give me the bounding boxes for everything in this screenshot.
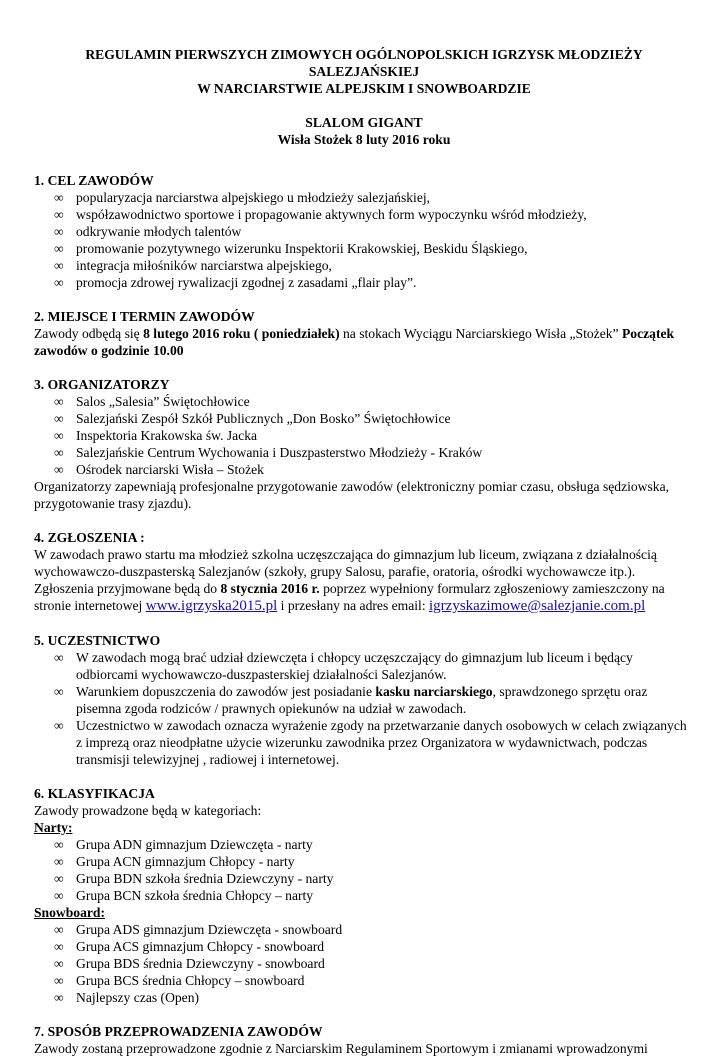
section-5-list	[34, 649, 694, 768]
list-item: ∞ Najlepszy czas (Open)	[54, 990, 200, 1005]
infinity-bullet-icon: ∞	[54, 190, 64, 205]
infinity-bullet-icon: ∞	[54, 394, 64, 409]
section-6-title: 6. KLASYFIKACJA	[34, 786, 155, 801]
section-3-note: Organizatorzy zapewniają profesjonalne przygotowanie zawodów (elektroniczny pomiar czasu, obsługa sędziowska, przygotowanie trasy zjazdu).	[34, 479, 670, 511]
snowboard-list	[34, 921, 694, 1006]
section-6-intro: Zawody prowadzone będą w kategoriach:	[34, 803, 262, 818]
infinity-bullet-icon: ∞	[54, 956, 64, 971]
list-item: ∞ Salos „Salesia” Świętochłowice	[54, 394, 250, 409]
section-4-text-1: W zawodach prawo startu ma młodzież szkolna uczęszczająca do gimnazjum lub liceum, związana z działalnością wychowawczo-duszpasterską Salezjanów (szkoły, grupy Salosu, parafie, oratoria, ośrodki wychowawcze itp.).	[34, 547, 657, 579]
infinity-bullet-icon: ∞	[54, 224, 64, 239]
list-item: ∞ Grupa ACN gimnazjum Chłopcy - narty	[54, 854, 295, 869]
infinity-bullet-icon: ∞	[54, 854, 64, 869]
list-item: ∞ Salezjański Zespół Szkół Publicznych „Don Bosko” Świętochłowice	[54, 411, 451, 426]
list-item: ∞ Grupa ADS gimnazjum Dziewczęta - snowboard	[54, 922, 343, 937]
section-7-title: 7. SPOSÓB PRZEPROWADZENIA ZAWODÓW	[34, 1024, 323, 1039]
infinity-bullet-icon: ∞	[54, 650, 64, 665]
infinity-bullet-icon: ∞	[54, 258, 64, 273]
infinity-bullet-icon: ∞	[54, 973, 64, 988]
infinity-bullet-icon: ∞	[54, 718, 64, 733]
email-link[interactable]: igrzyskazimowe@salezjanie.com.pl	[429, 598, 646, 614]
website-link[interactable]: www.igrzyska2015.pl	[145, 598, 278, 614]
section-5-title: 5. UCZESTNICTWO	[34, 633, 161, 648]
list-item: ∞ odkrywanie młodych talentów	[54, 224, 242, 239]
list-item: ∞ Grupa BCN szkoła średnia Chłopcy – narty	[54, 888, 314, 903]
narty-list	[34, 836, 694, 904]
list-item: ∞ Grupa ACS gimnazjum Chłopcy - snowboard	[54, 939, 325, 954]
section-2-title: 2. MIEJSCE I TERMIN ZAWODÓW	[34, 309, 255, 324]
list-item: ∞ Grupa BDN szkoła średnia Dziewczyny - narty	[54, 871, 334, 886]
infinity-bullet-icon: ∞	[54, 837, 64, 852]
section-2-text: Zawody odbędą się 8 lutego 2016 roku ( poniedziałek) na stokach Wyciągu Narciarskiego Wisła „Stożek” Początek zawodów o godzinie 10.00	[34, 326, 675, 358]
list-item: ∞ promocja zdrowej rywalizacji zgodnej z zasadami „flair play”.	[54, 275, 417, 290]
infinity-bullet-icon: ∞	[54, 445, 64, 460]
list-item: ∞ promowanie pozytywnego wizerunku Inspektorii Krakowskiej, Beskidu Śląskiego,	[54, 241, 528, 256]
infinity-bullet-icon: ∞	[54, 684, 64, 699]
infinity-bullet-icon: ∞	[54, 241, 64, 256]
list-item: ∞ Ośrodek narciarski Wisła – Stożek	[54, 462, 264, 477]
list-item: ∞ Grupa BCS średnia Chłopcy – snowboard	[54, 973, 305, 988]
section-4-text-2: Zgłoszenia przyjmowane będą do 8 stycznia 2016 r. poprzez wypełniony formularz zgłoszeniowy zamieszczony na stronie internetowej www.igrzyska2015.pl i przesłany na adres email: igrzyskazimowe@salezjanie.com.pl	[34, 581, 665, 614]
infinity-bullet-icon: ∞	[54, 922, 64, 937]
list-item: ∞ integracja miłośników narciarstwa alpejskiego,	[54, 258, 332, 273]
section-7-text: Zawody zostaną przeprowadzone zgodnie z Narciarskim Regulaminem Sportowym i zmianami wprowadzonymi	[34, 1041, 648, 1056]
infinity-bullet-icon: ∞	[54, 990, 64, 1005]
doc-title-line-1: REGULAMIN PIERWSZYCH ZIMOWYCH OGÓLNOPOLSKICH IGRZYSK MŁODZIEŻY	[85, 47, 643, 62]
section-3-list	[34, 393, 694, 478]
infinity-bullet-icon: ∞	[54, 939, 64, 954]
list-item: ∞ Inspektoria Krakowska św. Jacka	[54, 428, 258, 443]
infinity-bullet-icon: ∞	[54, 871, 64, 886]
doc-title-line-3: W NARCIARSTWIE ALPEJSKIM I SNOWBOARDZIE	[197, 81, 531, 96]
section-1-title: 1. CEL ZAWODÓW	[34, 173, 154, 188]
event-date-place: Wisła Stożek 8 luty 2016 roku	[277, 132, 451, 147]
infinity-bullet-icon: ∞	[54, 275, 64, 290]
section-3-title: 3. ORGANIZATORZY	[34, 377, 170, 392]
list-item: ∞ Grupa ADN gimnazjum Dziewczęta - narty	[54, 837, 313, 852]
list-item: ∞ Salezjańskie Centrum Wychowania i Duszpasterstwo Młodzieży - Kraków	[54, 445, 483, 460]
section-4-title: 4. ZGŁOSZENIA :	[34, 530, 145, 545]
list-item: ∞ popularyzacja narciarstwa alpejskiego u młodzieży salezjańskiej,	[54, 190, 431, 205]
section-1-list	[34, 189, 694, 291]
list-item: ∞ współzawodnictwo sportowe i propagowanie aktywnych form wypoczynku wśród młodzieży,	[54, 207, 587, 222]
infinity-bullet-icon: ∞	[54, 428, 64, 443]
infinity-bullet-icon: ∞	[54, 462, 64, 477]
list-item: ∞ Uczestnictwo w zawodach oznacza wyrażenie zgody na przetwarzanie danych osobowych w celach związanych z imprezą oraz nieodpłatne użycie wizerunku zawodnika przez Organizatora w wydawnictwach, podczas transmisji telewizyjnej , radiowej i internetowej.	[54, 718, 687, 767]
event-name: SLALOM GIGANT	[305, 115, 423, 130]
list-item: ∞ Warunkiem dopuszczenia do zawodów jest posiadanie kasku narciarskiego, sprawdzonego sprzętu oraz pisemna zgoda rodziców / prawnych opiekunów na udział w zawodach.	[54, 684, 648, 716]
infinity-bullet-icon: ∞	[54, 888, 64, 903]
narty-label: Narty:	[34, 820, 73, 835]
list-item: ∞ W zawodach mogą brać udział dziewczęta i chłopcy uczęszczający do gimnazjum lub liceum i będący odbiorcami wychowawczo-duszpasterskiej działalności Salezjanów.	[54, 650, 633, 682]
snowboard-label: Snowboard:	[34, 905, 106, 920]
doc-title-line-2: SALEZJAŃSKIEJ	[308, 64, 420, 79]
list-item: ∞ Grupa BDS średnia Dziewczyny - snowboard	[54, 956, 325, 971]
infinity-bullet-icon: ∞	[54, 411, 64, 426]
document-page	[34, 46, 694, 1057]
infinity-bullet-icon: ∞	[54, 207, 64, 222]
